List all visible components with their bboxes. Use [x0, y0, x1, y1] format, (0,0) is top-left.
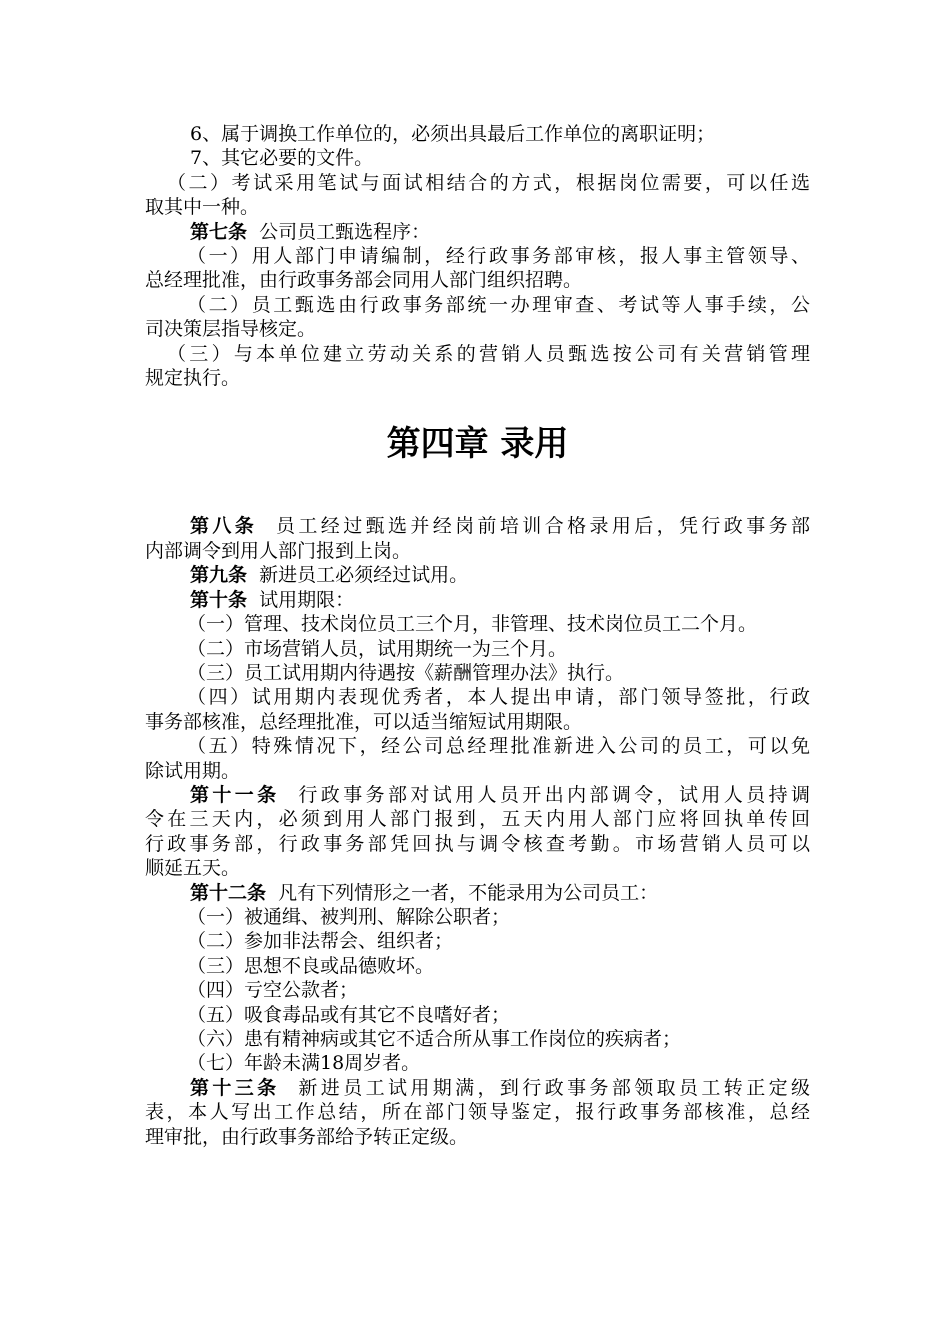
article-10-item-2: （二）市场营销人员，试用期统一为三个月。	[187, 637, 568, 660]
article-12-item-4: （四）亏空公款者；	[187, 979, 359, 1002]
paragraph-exam-line1: （二）考试采用笔试与面试相结合的方式，根据岗位需要，可以任选	[167, 171, 810, 194]
article-13-line3: 理审批，由行政事务部给予转正定级。	[145, 1125, 469, 1148]
article-11-line1: 第十一条 行政事务部对试用人员开出内部调令，试用人员持调	[190, 783, 810, 806]
document-page	[145, 122, 810, 1149]
article-10-item-4-line2: 事务部核准，总经理批准，可以适当缩短试用期限。	[145, 710, 583, 733]
article-10-item-1: （一）管理、技术岗位员工三个月，非管理、技术岗位员工二个月。	[187, 613, 758, 636]
article-7-item-1-line1: （一）用人部门申请编制，经行政事务部审核，报人事主管领导、	[187, 245, 810, 268]
article-10-head: 第十条	[190, 588, 248, 611]
article-7-item-3-line2: 规定执行。	[145, 367, 241, 390]
article-11-line2: 令在三天内，必须到用人部门报到，五天内用人部门应将回执单传回	[145, 808, 810, 831]
article-10-item-5-line1: （五）特殊情况下，经公司总经理批准新进入公司的员工，可以免	[187, 735, 810, 758]
article-12-item-2: （二）参加非法帮会、组织者；	[187, 930, 454, 953]
article-10-item-3: （三）员工试用期内待遇按《薪酬管理办法》执行。	[187, 661, 625, 684]
article-13-line1: 第十三条 新进员工试用期满，到行政事务部领取员工转正定级	[190, 1076, 810, 1099]
article-12-head: 第十二条	[190, 881, 267, 904]
article-7-item-1-line2: 总经理批准，由行政事务部会同用人部门组织招聘。	[145, 269, 583, 292]
paragraph-item-7: 7、其它必要的文件。	[190, 147, 374, 170]
article-13-line2: 表，本人写出工作总结，所在部门领导鉴定，报行政事务部核准，总经	[145, 1101, 810, 1124]
article-9: 第九条 新进员工必须经过试用。	[190, 564, 469, 587]
article-7-item-3-line1: （三）与本单位建立劳动关系的营销人员甄选按公司有关营销管理	[167, 342, 810, 365]
article-7: 第七条 公司员工甄选程序：	[190, 220, 431, 243]
paragraph-exam-line2: 取其中一种。	[145, 196, 260, 219]
chapter-title: 第四章 录用	[386, 424, 569, 465]
article-12: 第十二条 凡有下列情形之一者，不能录用为公司员工：	[190, 881, 659, 904]
article-12-item-5: （五）吸食毒品或有其它不良嗜好者；	[187, 1003, 511, 1026]
article-12-item-7: （七）年龄未满18周岁者。	[187, 1052, 421, 1075]
article-9-head: 第九条	[190, 564, 248, 587]
article-12-item-3: （三）思想不良或品德败坏。	[187, 954, 435, 977]
article-12-item-6: （六）患有精神病或其它不适合所从事工作岗位的疾病者；	[187, 1028, 682, 1050]
article-7-item-2-line2: 司决策层指导核定。	[145, 318, 317, 341]
article-12-item-1: （一）被通缉、被判刑、解除公职者；	[187, 905, 511, 928]
article-10-item-5-line2: 除试用期。	[145, 759, 241, 782]
article-7-item-2-line1: （二）员工甄选由行政事务部统一办理审查、考试等人事手续，公	[187, 293, 810, 316]
article-8-line1: 第八条 员工经过甄选并经岗前培训合格录用后，凭行政事务部	[190, 515, 810, 538]
article-8-line2: 内部调令到用人部门报到上岗。	[145, 539, 412, 562]
article-8-head: 第八条	[190, 515, 258, 538]
article-13-head: 第十三条	[190, 1076, 280, 1099]
article-10-item-4-line1: （四）试用期内表现优秀者，本人提出申请，部门领导签批，行政	[187, 686, 810, 709]
article-11-head: 第十一条	[190, 783, 280, 806]
article-11-line4: 顺延五天。	[145, 857, 241, 880]
paragraph-item-6: 6、属于调换工作单位的，必须出具最后工作单位的离职证明；	[190, 123, 716, 145]
article-11-line3: 行政事务部，行政事务部凭回执与调令核查考勤。市场营销人员可以	[145, 832, 810, 855]
article-10: 第十条 试用期限：	[190, 588, 355, 611]
article-7-head: 第七条	[190, 220, 248, 243]
